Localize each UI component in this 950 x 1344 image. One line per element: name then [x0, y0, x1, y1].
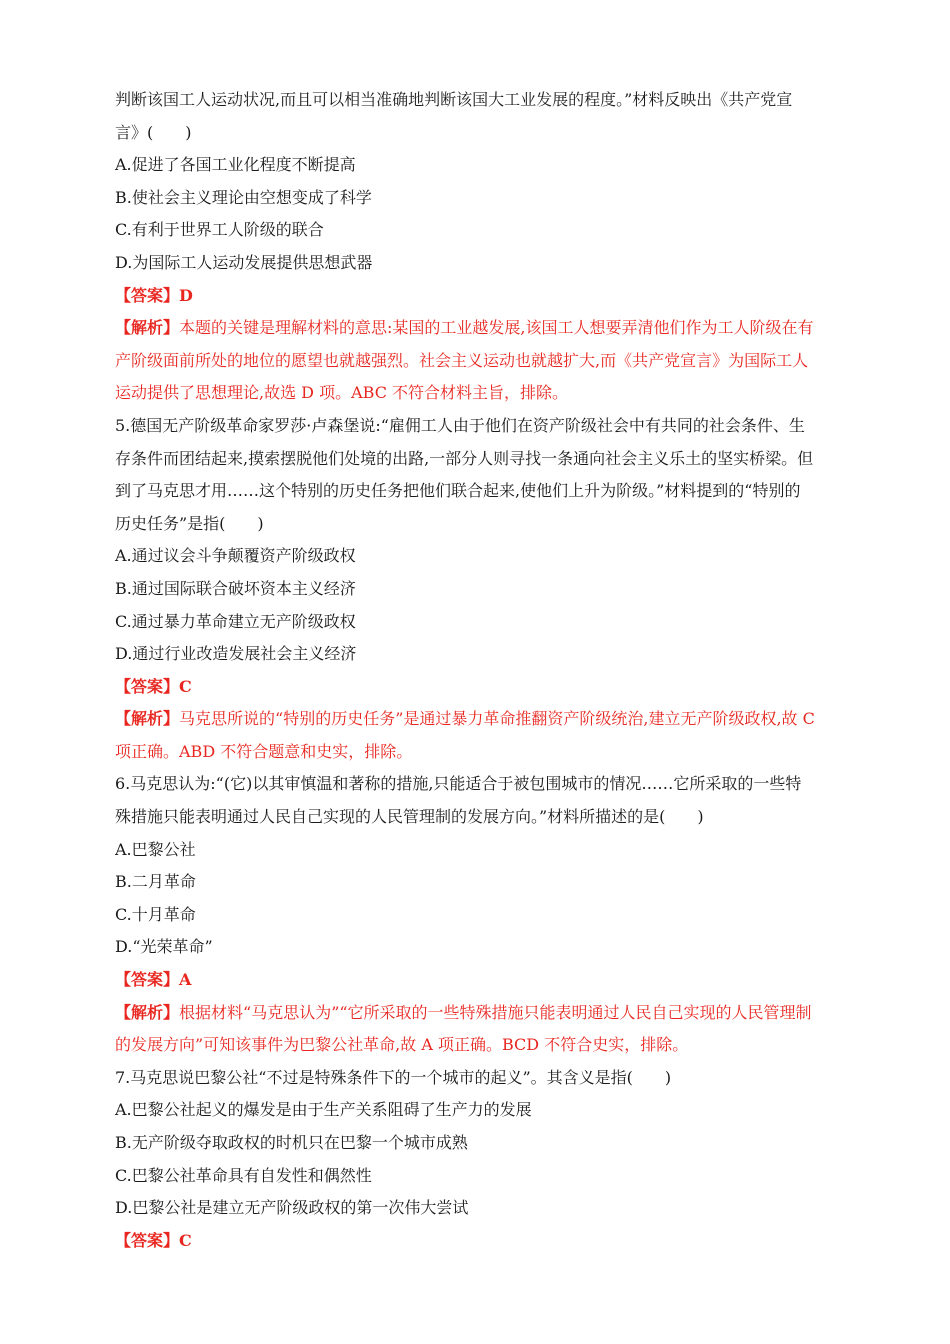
q4-analysis-line-3: 运动提供了思想理论,故选 D 项。ABC 不符合材料主旨，排除。 [115, 383, 569, 403]
q6-stem-line-1: 6.马克思认为:“(它)以其审慎温和著称的措施,只能适合于被包围城市的情况……它所采取的一些特 [115, 774, 802, 794]
q6-option-a: A.巴黎公社 [115, 839, 196, 859]
q4-option-d: D.为国际工人运动发展提供思想武器 [115, 252, 373, 272]
q4-option-a: A.促进了各国工业化程度不断提高 [115, 155, 356, 175]
q6-analysis-text-1: 根据材料“马克思认为”“它所采取的一些特殊措施只能表明通过人民自己实现的人民管理制 [179, 1002, 812, 1022]
q7-option-a: A.巴黎公社起义的爆发是由于生产关系阻碍了生产力的发展 [115, 1100, 532, 1120]
q5-analysis-line-1 [115, 703, 840, 736]
q5-option-c: C.通过暴力革命建立无产阶级政权 [115, 611, 356, 631]
q6-option-d: D.“光荣革命” [115, 937, 213, 957]
q4-option-c: C.有利于世界工人阶级的联合 [115, 220, 324, 240]
q6-option-c: C.十月革命 [115, 904, 196, 924]
q5-stem-line-4: 历史任务”是指( ) [115, 513, 264, 533]
q4-analysis-tag: 【解析】 [115, 318, 180, 338]
document-page [115, 84, 840, 1257]
q5-analysis-line-2: 项正确。ABD 不符合题意和史实，排除。 [115, 741, 413, 761]
q5-analysis-text-1: 马克思所说的“特别的历史任务”是通过暴力革命推翻资产阶级统治,建立无产阶级政权,故 C [179, 709, 815, 729]
q6-option-b: B.二月革命 [115, 872, 196, 892]
q7-option-c: C.巴黎公社革命具有自发性和偶然性 [115, 1165, 372, 1185]
q5-stem-line-2: 存条件而团结起来,摸索摆脱他们处境的出路,一部分人则寻找一条通向社会主义乐土的坚实桥梁。但 [115, 448, 814, 468]
q5-stem-line-3: 到了马克思才用……这个特别的历史任务把他们联合起来,使他们上升为阶级。”材料提到的“特别的 [115, 481, 801, 501]
q5-option-d: D.通过行业改造发展社会主义经济 [115, 644, 357, 664]
q5-analysis-tag: 【解析】 [115, 709, 180, 729]
q6-analysis-line-2: 的发展方向”可知该事件为巴黎公社革命,故 A 项正确。BCD 不符合史实，排除。 [115, 1035, 689, 1055]
q6-stem-line-2: 殊措施只能表明通过人民自己实现的人民管理制的发展方向。”材料所描述的是( ) [115, 807, 704, 827]
q5-option-a: A.通过议会斗争颠覆资产阶级政权 [115, 546, 356, 566]
q4-analysis-text-1: 本题的关键是理解材料的意思:某国的工业越发展,该国工人想要弄清他们作为工人阶级在有 [179, 318, 814, 338]
q4-stem-line-1: 判断该国工人运动状况,而且可以相当准确地判断该国大工业发展的程度。”材料反映出《共产党宣 [115, 90, 793, 109]
q4-answer: 【答案】D [115, 285, 193, 305]
q6-analysis-tag: 【解析】 [115, 1002, 180, 1022]
q6-analysis-line-1 [115, 997, 840, 1030]
q4-analysis-line-1 [115, 312, 840, 345]
q5-answer: 【答案】C [115, 676, 192, 696]
q4-stem-line-2: 言》( ) [115, 122, 192, 142]
q7-answer: 【答案】C [115, 1230, 192, 1250]
q7-option-d: D.巴黎公社是建立无产阶级政权的第一次伟大尝试 [115, 1198, 469, 1218]
q5-stem-line-1: 5.德国无产阶级革命家罗莎·卢森堡说:“雇佣工人由于他们在资产阶级社会中有共同的社会条件、生 [115, 415, 805, 435]
q7-option-b: B.无产阶级夺取政权的时机只在巴黎一个城市成熟 [115, 1133, 468, 1152]
q5-option-b: B.通过国际联合破坏资本主义经济 [115, 578, 356, 598]
q6-answer: 【答案】A [115, 970, 192, 990]
q4-analysis-line-2: 产阶级面前所处的地位的愿望也就越强烈。社会主义运动也就越扩大,而《共产党宣言》为国际工人 [115, 350, 809, 370]
q7-stem-line-1: 7.马克思说巴黎公社“不过是特殊条件下的一个城市的起义”。其含义是指( ) [115, 1067, 672, 1087]
q4-option-b: B.使社会主义理论由空想变成了科学 [115, 187, 372, 207]
